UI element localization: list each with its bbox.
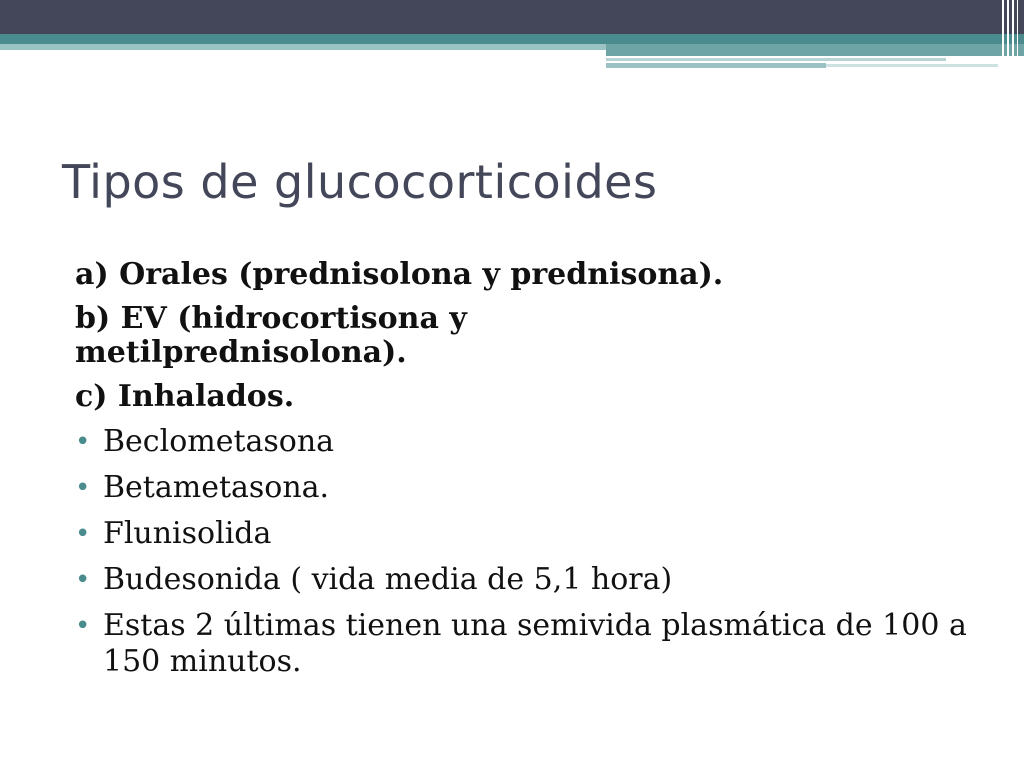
- bullet-icon: •: [75, 519, 91, 549]
- list-item: [75, 516, 975, 552]
- subsection-b: b) EV (hidrocortisona y metilprednisolona).: [75, 301, 467, 370]
- stripe: [1012, 0, 1014, 70]
- bullet-icon: •: [75, 565, 91, 595]
- slide-title: Tipos de glucocorticoides: [62, 155, 658, 209]
- list-item-text: Beclometasona: [103, 424, 335, 459]
- list-item-text: Flunisolida: [103, 516, 272, 551]
- header-bar-teal-right: [606, 44, 1024, 56]
- header-line-2: [606, 63, 826, 68]
- list-item-text: Estas 2 últimas tienen una semivida plasmática de 100 a 150 minutos.: [103, 608, 967, 679]
- list-item: [75, 562, 975, 598]
- header-vertical-stripes: [994, 0, 1024, 70]
- stripe: [1017, 0, 1018, 70]
- bullet-icon: •: [75, 427, 91, 457]
- list-item: [75, 470, 975, 506]
- slide-body: [75, 258, 975, 690]
- list-item: [75, 608, 975, 680]
- bullet-icon: •: [75, 611, 91, 641]
- bullet-icon: •: [75, 473, 91, 503]
- subsection-a: a) Orales (prednisolona y prednisona).: [75, 257, 724, 292]
- list-item-text: Betametasona.: [103, 470, 330, 505]
- list-item: [75, 424, 975, 460]
- subsection-c: c) Inhalados.: [75, 379, 295, 414]
- stripe: [1002, 0, 1004, 70]
- header-line-3: [826, 64, 998, 67]
- list-item-text: Budesonida ( vida media de 5,1 hora): [103, 562, 673, 597]
- stripe: [1007, 0, 1009, 70]
- header-bar-dark: [0, 0, 1024, 34]
- header-line-1: [606, 58, 946, 61]
- bullet-list: [75, 424, 975, 680]
- header-bar-teal-light: [0, 44, 606, 50]
- header-bar-teal: [0, 34, 1024, 44]
